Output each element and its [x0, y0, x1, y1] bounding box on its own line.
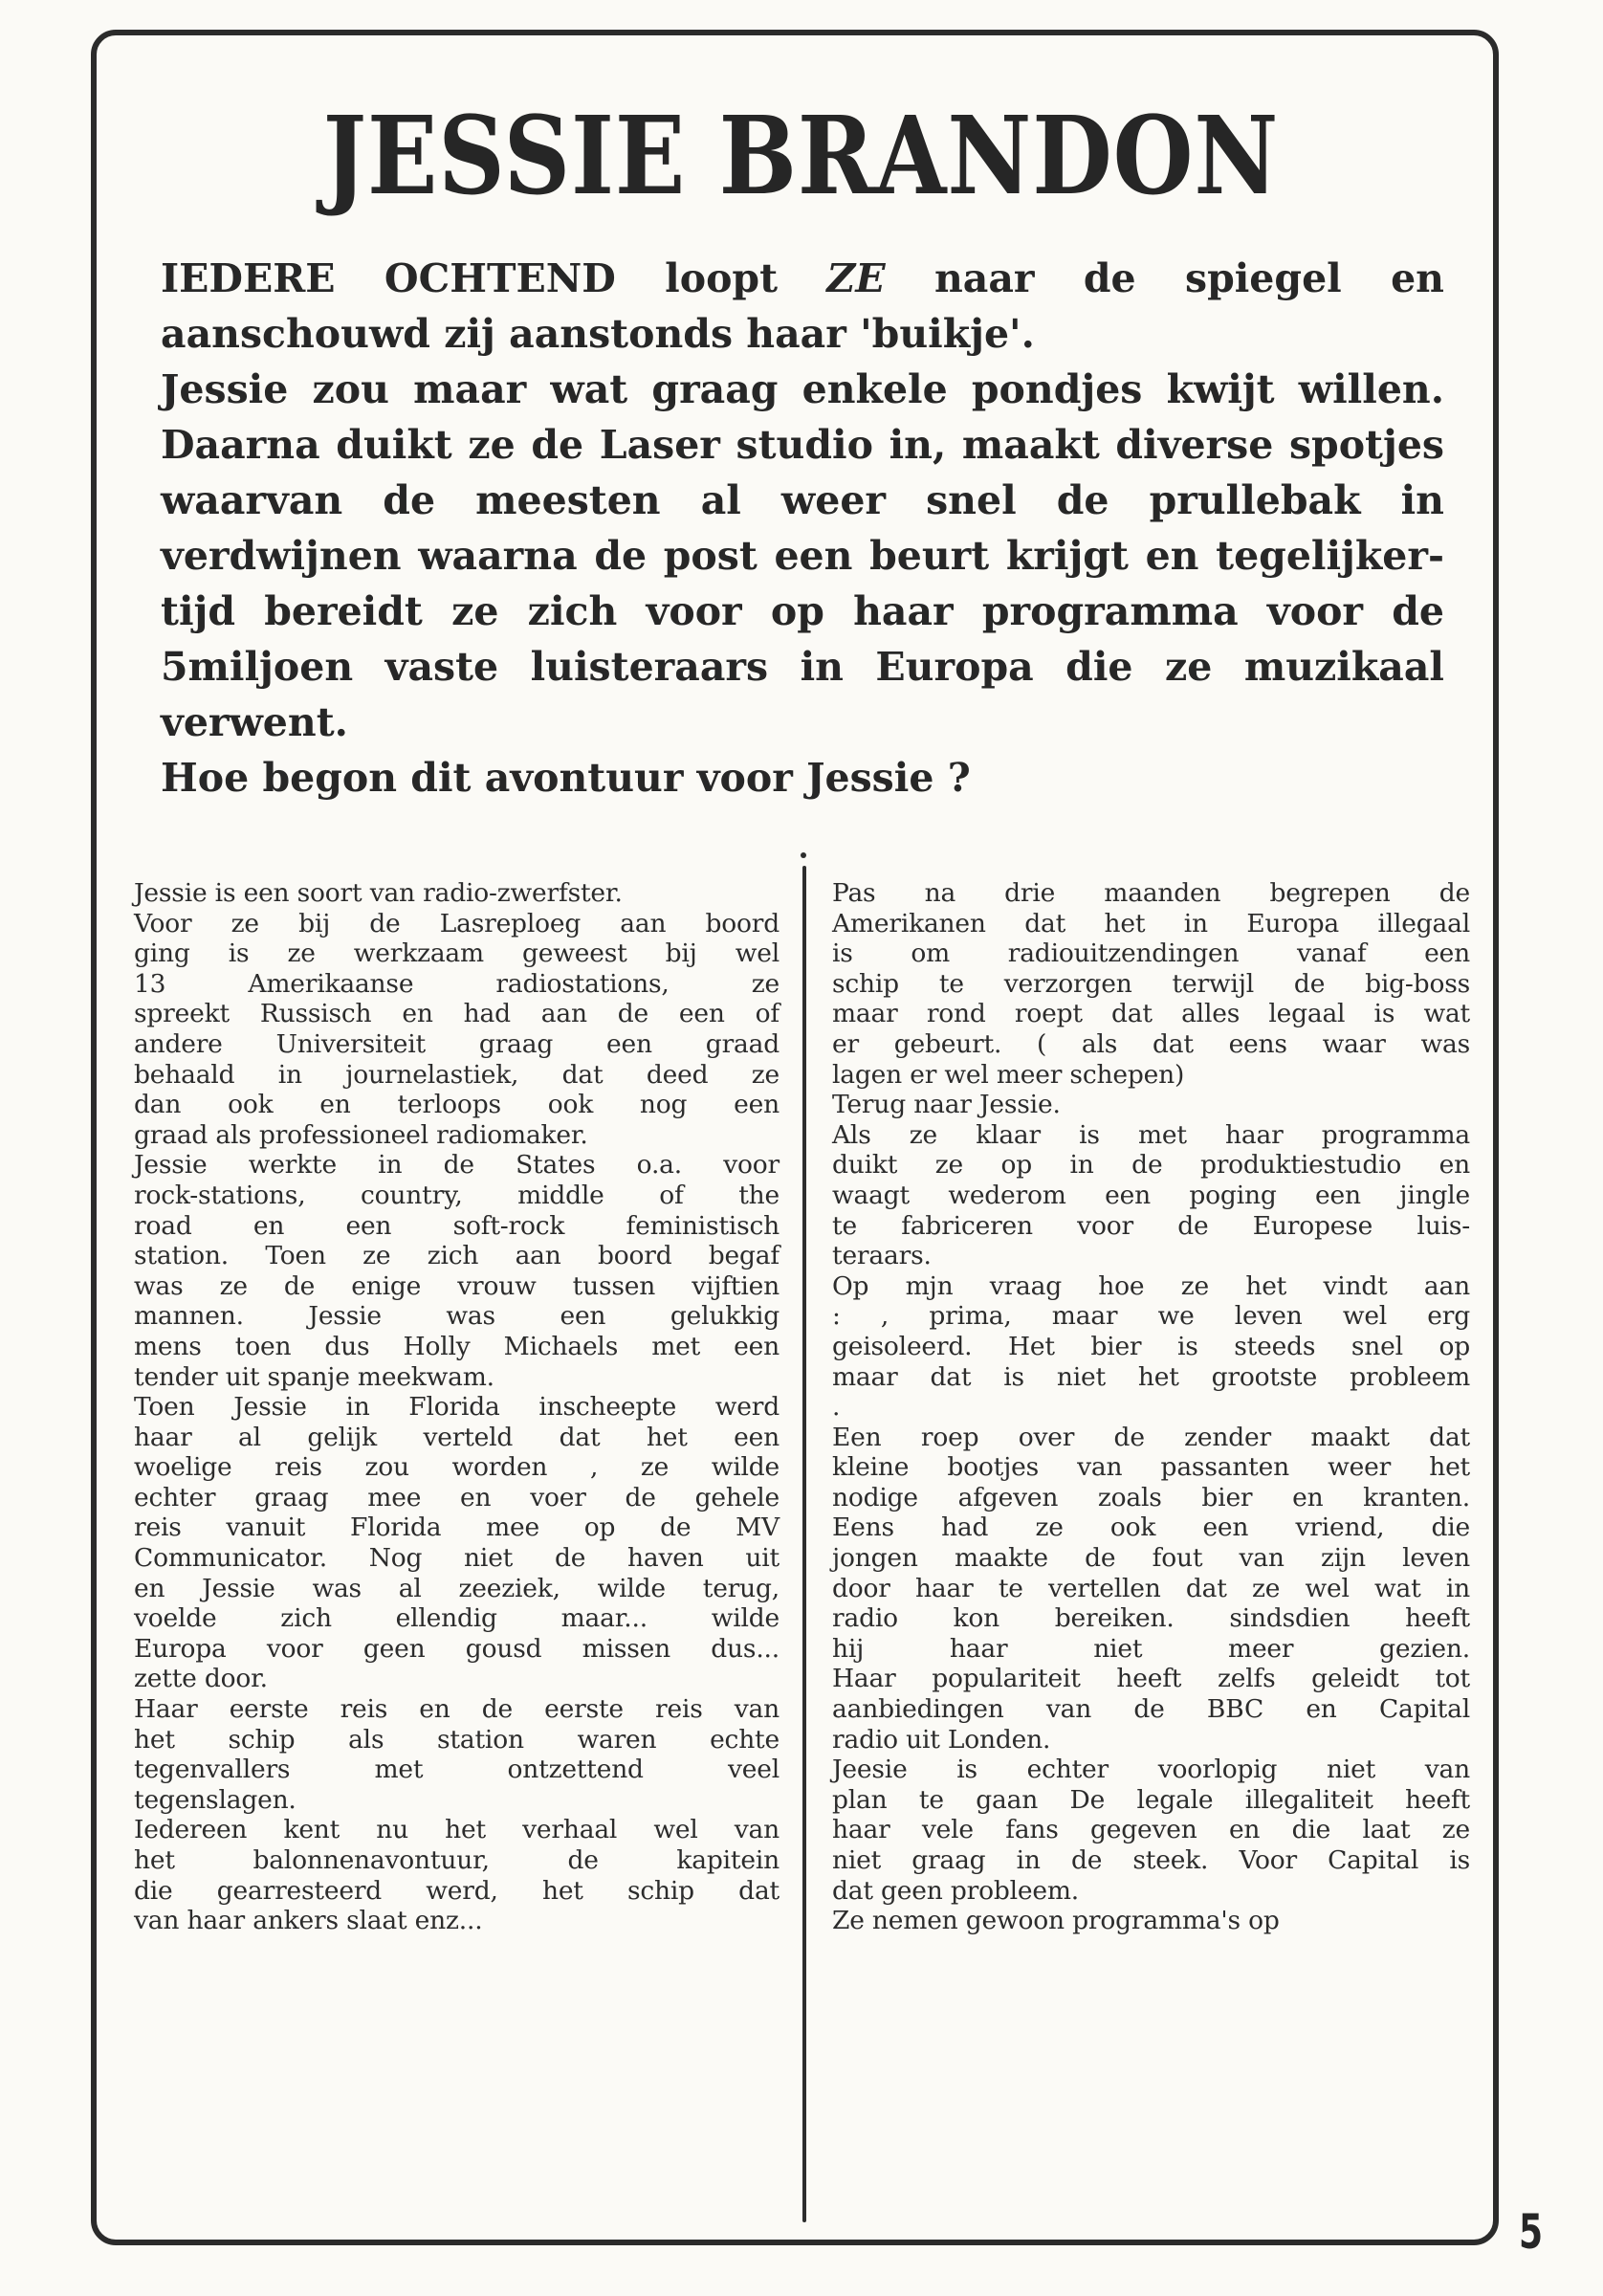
column-text-line: was ze de enige vrouw tussen vijftien [134, 1270, 780, 1301]
column-text-line: waagt wederom een poging een jingle [832, 1180, 1470, 1210]
intro-line: Daarna duikt ze de Laser studio in, maakt diverse spotjes [161, 422, 1444, 468]
intro-line: verwent. [161, 699, 348, 745]
column-text-line: echter graag mee en voer de gehele [134, 1482, 780, 1512]
intro-question: Hoe begon dit avontuur voor Jessie ? [161, 755, 971, 801]
column-text-line: Haar populariteit heeft zelfs geleidt tot [832, 1664, 1470, 1694]
intro-line: aanschouwd zij aanstonds haar 'buikje'. [161, 311, 1035, 357]
column-text-line: spreekt Russisch en had aan de een of [134, 999, 780, 1029]
column-text-line: behaald in journelastiek, dat deed ze [134, 1059, 780, 1090]
column-text-line: jongen maakte de fout van zijn leven [832, 1543, 1470, 1574]
column-text-line: Jeesie is echter voorlopig niet van [832, 1755, 1470, 1785]
column-text-line: rock-stations, country, middle of the [134, 1180, 780, 1210]
column-text-line: schip te verzorgen terwijl de big-boss [832, 968, 1470, 999]
column-text-line: maar dat is niet het grootste probleem [832, 1361, 1470, 1392]
column-text-line: Op mjn vraag hoe ze het vindt aan [832, 1270, 1470, 1301]
column-text-line: hij haar niet meer gezien. [832, 1633, 1470, 1664]
column-text-line: die gearresteerd werd, het schip dat [134, 1875, 780, 1906]
column-text-line: plan te gaan De legale illegaliteit heeft [832, 1784, 1470, 1815]
page-number: 5 [1519, 2204, 1544, 2260]
column-text-line: woelige reis zou worden , ze wilde [134, 1452, 780, 1483]
column-divider-dot [801, 852, 806, 858]
column-text-line: te fabriceren voor de Europese luis- [832, 1210, 1470, 1241]
column-text-line: zette door. [134, 1664, 268, 1694]
column-text-line: Ze nemen gewoon programma's op [832, 1906, 1280, 1936]
column-text-line: . [832, 1392, 841, 1423]
column-text-line: niet graag in de steek. Voor Capital is [832, 1845, 1470, 1875]
column-text-line: kleine bootjes van passanten weer het [832, 1452, 1470, 1483]
column-text-line: duikt ze op in de produktiestudio en [832, 1150, 1470, 1181]
column-text-line: het schip als station waren echte [134, 1724, 780, 1755]
intro-line: waarvan de meesten al weer snel de prullebak in [161, 477, 1444, 523]
column-text-line: dat geen probleem. [832, 1875, 1079, 1906]
column-text-line: Toen Jessie in Florida inscheepte werd [134, 1392, 780, 1423]
column-text-line: andere Universiteit graag een graad [134, 1028, 780, 1059]
column-text-line: : , prima, maar we leven wel erg [832, 1301, 1470, 1332]
right-column [832, 878, 1470, 1936]
column-text-line: station. Toen ze zich aan boord begaf [134, 1241, 780, 1271]
column-text-line: Haar eerste reis en de eerste reis van [134, 1694, 780, 1725]
column-text-line: Iedereen kent nu het verhaal wel van [134, 1815, 780, 1845]
article-title: JESSIE BRANDON [322, 94, 1280, 219]
column-text-line: Als ze klaar is met haar programma [832, 1119, 1470, 1150]
column-text-line: graad als professioneel radiomaker. [134, 1119, 588, 1150]
column-text-line: door haar te vertellen dat ze wel wat in [832, 1573, 1470, 1603]
column-text-line: geisoleerd. Het bier is steeds snel op [832, 1331, 1470, 1361]
column-text-line: aanbiedingen van de BBC en Capital [832, 1694, 1470, 1725]
column-text-line: Pas na drie maanden begrepen de [832, 878, 1470, 908]
column-text-line: en Jessie was al zeeziek, wilde terug, [134, 1573, 780, 1603]
column-text-line: road en een soft-rock feministisch [134, 1210, 780, 1241]
intro-line: tijd bereidt ze zich voor op haar programma voor de [161, 588, 1444, 634]
column-text-line: van haar ankers slaat enz... [134, 1906, 483, 1936]
intro-line: 5miljoen vaste luisteraars in Europa die ze muzikaal [161, 644, 1444, 690]
intro-line: verdwijnen waarna de post een beurt krijgt en tegelijker- [161, 533, 1444, 579]
column-text-line: mens toen dus Holly Michaels met een [134, 1331, 780, 1361]
column-text-line: mannen. Jessie was een gelukkig [134, 1301, 780, 1332]
column-text-line: radio kon bereiken. sindsdien heeft [832, 1603, 1470, 1634]
column-text-line: nodige afgeven zoals bier en kranten. [832, 1482, 1470, 1512]
column-text-line: is om radiouitzendingen vanaf een [832, 938, 1470, 969]
column-text-line: Jessie is een soort van radio-zwerfster. [134, 878, 623, 908]
column-text-line: 13 Amerikaanse radiostations, ze [134, 968, 780, 999]
column-text-line: tender uit spanje meekwam. [134, 1361, 494, 1392]
column-text-line: er gebeurt. ( als dat eens waar was [832, 1028, 1470, 1059]
column-text-line: haar al gelijk verteld dat het een [134, 1422, 780, 1452]
column-text-line: Communicator. Nog niet de haven uit [134, 1543, 780, 1574]
column-text-line: reis vanuit Florida mee op de MV [134, 1512, 780, 1543]
column-text-line: tegenvallers met ontzettend veel [134, 1755, 780, 1785]
column-text-line: dan ook en terloops ook nog een [134, 1090, 780, 1120]
column-text-line: het balonnenavontuur, de kapitein [134, 1845, 780, 1875]
column-text-line: Terug naar Jessie. [832, 1090, 1061, 1120]
column-text-line: haar vele fans gegeven en die laat ze [832, 1815, 1470, 1845]
column-divider [802, 866, 806, 2222]
column-text-line: Een roep over de zender maakt dat [832, 1422, 1470, 1452]
intro-line: IEDERE OCHTEND loopt ZE naar de spiegel en [161, 255, 1444, 301]
column-text-line: maar rond roept dat alles legaal is wat [832, 999, 1470, 1029]
column-text-line: Europa voor geen gousd missen dus... [134, 1633, 780, 1664]
column-text-line: teraars. [832, 1241, 932, 1271]
column-text-line: Amerikanen dat het in Europa illegaal [832, 908, 1470, 938]
column-text-line: Jessie werkte in de States o.a. voor [134, 1150, 780, 1181]
intro-line: Jessie zou maar wat graag enkele pondjes kwijt willen. [161, 366, 1444, 412]
column-text-line: tegenslagen. [134, 1784, 296, 1815]
column-text-line: Voor ze bij de Lasreploeg aan boord [134, 908, 780, 938]
column-text-line: ging is ze werkzaam geweest bij wel [134, 938, 780, 969]
left-column [134, 878, 780, 1936]
column-text-line: lagen er wel meer schepen) [832, 1059, 1185, 1090]
article-intro [161, 251, 1444, 806]
column-text-line: Eens had ze ook een vriend, die [832, 1512, 1470, 1543]
column-text-line: voelde zich ellendig maar... wilde [134, 1603, 780, 1634]
column-text-line: radio uit Londen. [832, 1724, 1051, 1755]
